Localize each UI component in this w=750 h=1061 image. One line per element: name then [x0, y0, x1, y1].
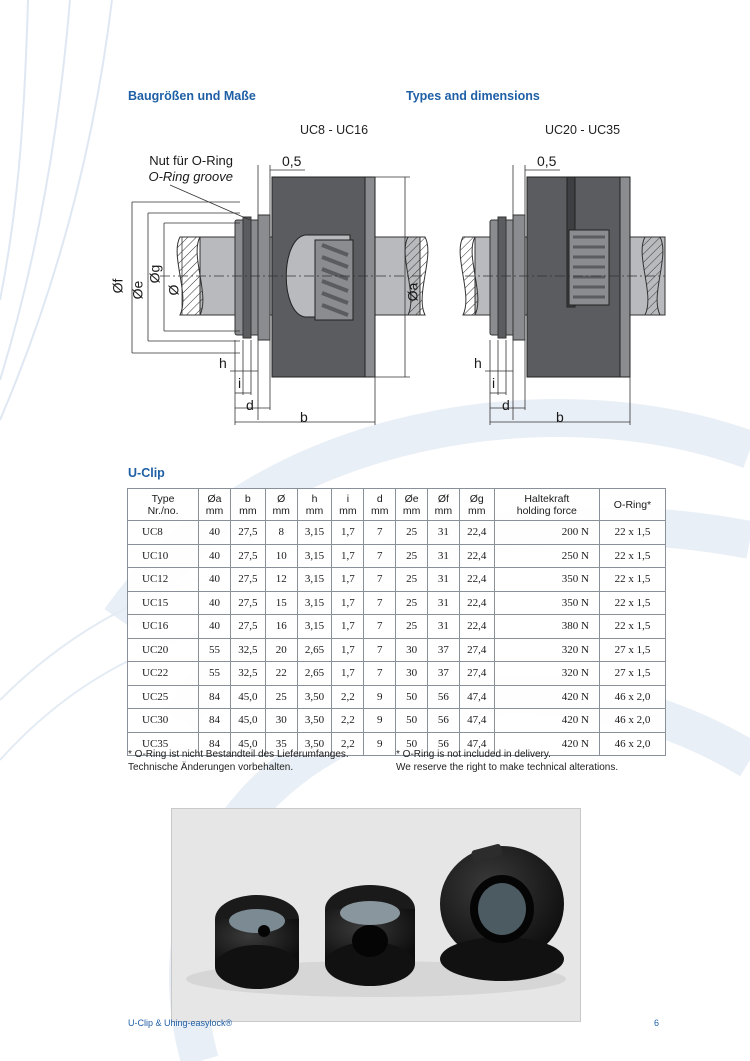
- dim-d-left: d: [246, 397, 254, 413]
- table-cell: 2,65: [297, 662, 332, 686]
- header-line-1: d: [376, 492, 383, 505]
- header-line-2: mm: [205, 504, 224, 517]
- table-cell: 25: [396, 568, 428, 592]
- type-cell: UC8: [128, 521, 199, 545]
- table-cell: 25: [396, 521, 428, 545]
- table-cell: 50: [396, 709, 428, 733]
- table-cell: 46 x 2,0: [599, 732, 665, 756]
- table-cell: 7: [364, 662, 396, 686]
- table-cell: 22,4: [459, 521, 494, 545]
- type-cell: UC15: [128, 591, 199, 615]
- table-cell: 22 x 1,5: [599, 615, 665, 639]
- header-line-2: mm: [434, 504, 453, 517]
- table-cell: 50: [396, 732, 428, 756]
- dim-b-left: b: [300, 409, 308, 425]
- table-cell: 47,4: [459, 732, 494, 756]
- dim-05-right: 0,5: [537, 153, 557, 169]
- table-cell: 420 N: [494, 685, 599, 709]
- table-cell: 2,2: [332, 709, 364, 733]
- table-cell: 46 x 2,0: [599, 685, 665, 709]
- dim-bore-left: Ø: [165, 284, 182, 296]
- header-line-1: Type: [151, 492, 175, 505]
- table-header-cell: [297, 489, 332, 521]
- table-cell: 30: [396, 638, 428, 662]
- variant-label-right: UC20 - UC35: [545, 123, 621, 137]
- type-cell: UC16: [128, 615, 199, 639]
- drawing-uc8-uc16: [110, 145, 430, 435]
- table-header-cell: [265, 489, 297, 521]
- table-cell: 9: [364, 685, 396, 709]
- header-line-1: b: [244, 492, 251, 505]
- table-cell: 200 N: [494, 521, 599, 545]
- header-line-1: Øa: [207, 492, 222, 505]
- dim-a-left: Øa: [404, 282, 421, 302]
- drawing-uc20-uc35: [455, 145, 675, 435]
- table-cell: 40: [199, 615, 231, 639]
- table-cell: 45,0: [230, 685, 265, 709]
- table-row: [128, 544, 666, 568]
- table-cell: 1,7: [332, 544, 364, 568]
- heading-types-de: Baugrößen und Maße: [128, 89, 256, 103]
- table-cell: 3,15: [297, 521, 332, 545]
- groove-label-de: Nut für O-Ring: [149, 153, 233, 168]
- table-cell: 40: [199, 568, 231, 592]
- table-cell: 22,4: [459, 568, 494, 592]
- table-cell: 3,50: [297, 685, 332, 709]
- product-photo-illustration: [172, 809, 580, 1021]
- dim-h-right: h: [474, 355, 482, 371]
- dim-05-left: 0,5: [282, 153, 302, 169]
- table-cell: 27,5: [230, 568, 265, 592]
- table-cell: 25: [396, 544, 428, 568]
- spec-table: [127, 488, 666, 756]
- table-cell: 3,15: [297, 568, 332, 592]
- table-cell: 47,4: [459, 709, 494, 733]
- table-cell: 2,2: [332, 685, 364, 709]
- table-cell: 46 x 2,0: [599, 709, 665, 733]
- table-row: [128, 591, 666, 615]
- table-cell: 25: [396, 615, 428, 639]
- section-heading-u-clip: U-Clip: [128, 466, 165, 480]
- table-cell: 31: [428, 591, 460, 615]
- table-cell: 37: [428, 662, 460, 686]
- header-line-1: O-Ring*: [613, 498, 652, 511]
- table-cell: 16: [265, 615, 297, 639]
- table-cell: 32,5: [230, 638, 265, 662]
- table-cell: 47,4: [459, 685, 494, 709]
- table-cell: 250 N: [494, 544, 599, 568]
- header-line-2: mm: [339, 504, 357, 517]
- table-cell: 320 N: [494, 638, 599, 662]
- header-line-2: mm: [239, 504, 257, 517]
- table-cell: 2,65: [297, 638, 332, 662]
- table-cell: 20: [265, 638, 297, 662]
- table-cell: 1,7: [332, 615, 364, 639]
- table-cell: 22 x 1,5: [599, 521, 665, 545]
- table-cell: 27,4: [459, 662, 494, 686]
- table-header-cell: [199, 489, 231, 521]
- table-row: [128, 638, 666, 662]
- table-cell: 2,2: [332, 732, 364, 756]
- table-cell: 25: [396, 591, 428, 615]
- header-line-1: Ø: [277, 492, 286, 505]
- table-cell: 15: [265, 591, 297, 615]
- note-en-line2: We reserve the right to make technical alterations.: [396, 762, 619, 773]
- table-cell: 22,4: [459, 615, 494, 639]
- table-cell: 22,4: [459, 544, 494, 568]
- variant-label-left: UC8 - UC16: [300, 123, 369, 137]
- dim-d-right: d: [502, 397, 510, 413]
- table-cell: 3,15: [297, 615, 332, 639]
- table-cell: 84: [199, 709, 231, 733]
- table-cell: 56: [428, 709, 460, 733]
- table-cell: 31: [428, 615, 460, 639]
- table-cell: 45,0: [230, 732, 265, 756]
- table-cell: 22 x 1,5: [599, 568, 665, 592]
- table-cell: 1,7: [332, 521, 364, 545]
- header-line-1: i: [346, 492, 350, 505]
- table-cell: 3,50: [297, 709, 332, 733]
- table-cell: 7: [364, 521, 396, 545]
- header-line-1: Øe: [404, 492, 419, 505]
- header-line-2: mm: [402, 504, 421, 517]
- table-cell: 7: [364, 568, 396, 592]
- table-header-cell: [128, 489, 199, 521]
- note-en-line1: * O-Ring is not included in delivery.: [396, 749, 551, 760]
- heading-types-en: Types and dimensions: [406, 89, 540, 103]
- table-cell: 1,7: [332, 568, 364, 592]
- dim-h-left: h: [219, 355, 227, 371]
- table-row: [128, 685, 666, 709]
- table-cell: 22 x 1,5: [599, 544, 665, 568]
- header-line-2: mm: [305, 504, 324, 517]
- header-line-2: mm: [370, 504, 389, 517]
- table-row: [128, 709, 666, 733]
- table-cell: 27 x 1,5: [599, 662, 665, 686]
- type-cell: UC35: [128, 732, 199, 756]
- table-cell: 55: [199, 662, 231, 686]
- table-cell: 380 N: [494, 615, 599, 639]
- table-row: [128, 568, 666, 592]
- table-cell: 27,5: [230, 521, 265, 545]
- table-cell: 320 N: [494, 662, 599, 686]
- dim-e-left: Øe: [129, 280, 146, 300]
- table-cell: 30: [396, 662, 428, 686]
- type-cell: UC25: [128, 685, 199, 709]
- product-photo: [171, 808, 581, 1022]
- note-en: [396, 748, 618, 774]
- table-cell: 22 x 1,5: [599, 591, 665, 615]
- table-cell: 56: [428, 685, 460, 709]
- table-cell: 40: [199, 591, 231, 615]
- dim-i-left: i: [238, 375, 242, 391]
- dim-f-left: Øf: [109, 278, 126, 294]
- table-cell: 3,15: [297, 591, 332, 615]
- table-cell: 1,7: [332, 662, 364, 686]
- table-cell: 55: [199, 638, 231, 662]
- type-cell: UC30: [128, 709, 199, 733]
- table-cell: 420 N: [494, 709, 599, 733]
- table-cell: 40: [199, 521, 231, 545]
- table-header-cell: [494, 489, 599, 521]
- table-row: [128, 662, 666, 686]
- table-cell: 3,15: [297, 544, 332, 568]
- groove-label: [138, 153, 233, 185]
- note-de: [128, 748, 349, 774]
- header-line-2: holding force: [516, 504, 577, 517]
- table-cell: 84: [199, 732, 231, 756]
- type-cell: UC22: [128, 662, 199, 686]
- table-header-cell: [396, 489, 428, 521]
- table-cell: 350 N: [494, 591, 599, 615]
- header-line-1: Øg: [469, 492, 484, 505]
- table-cell: 10: [265, 544, 297, 568]
- table-cell: 27,5: [230, 544, 265, 568]
- table-cell: 37: [428, 638, 460, 662]
- footer-title: U-Clip & Uhing-easylock®: [128, 1018, 233, 1028]
- type-cell: UC12: [128, 568, 199, 592]
- table-header-cell: [428, 489, 460, 521]
- type-cell: UC10: [128, 544, 199, 568]
- page-number: 6: [654, 1018, 660, 1028]
- header-line-1: h: [311, 492, 318, 505]
- table-cell: 7: [364, 615, 396, 639]
- header-line-2: mm: [468, 504, 486, 517]
- note-de-line2: Technische Änderungen vorbehalten.: [128, 762, 294, 773]
- table-header-cell: [459, 489, 494, 521]
- table-cell: 27,5: [230, 615, 265, 639]
- table-cell: 350 N: [494, 568, 599, 592]
- dim-g-left: Øg: [146, 264, 163, 284]
- table-cell: 56: [428, 732, 460, 756]
- table-row: [128, 615, 666, 639]
- table-cell: 30: [265, 709, 297, 733]
- table-header-cell: [364, 489, 396, 521]
- table-cell: 9: [364, 709, 396, 733]
- table-cell: 35: [265, 732, 297, 756]
- table-cell: 22,4: [459, 591, 494, 615]
- table-cell: 40: [199, 544, 231, 568]
- groove-label-en: O-Ring groove: [148, 169, 233, 184]
- table-cell: 7: [364, 591, 396, 615]
- header-line-2: mm: [272, 504, 290, 517]
- table-header-cell: [332, 489, 364, 521]
- table-cell: 27,4: [459, 638, 494, 662]
- note-de-line1: * O-Ring ist nicht Bestandteil des Lieferumfanges.: [128, 749, 349, 760]
- header-line-2: Nr./no.: [147, 504, 179, 517]
- table-cell: 31: [428, 544, 460, 568]
- table-cell: 7: [364, 544, 396, 568]
- table-cell: 1,7: [332, 638, 364, 662]
- table-cell: 3,50: [297, 732, 332, 756]
- dim-i-right: i: [492, 375, 496, 391]
- table-cell: 32,5: [230, 662, 265, 686]
- table-cell: 7: [364, 638, 396, 662]
- table-cell: 9: [364, 732, 396, 756]
- table-body: [128, 521, 666, 756]
- header-line-1: Øf: [437, 492, 449, 505]
- table-cell: 27,5: [230, 591, 265, 615]
- table-cell: 31: [428, 521, 460, 545]
- type-cell: UC20: [128, 638, 199, 662]
- table-cell: 8: [265, 521, 297, 545]
- header-line-1: Haltekraft: [524, 492, 570, 505]
- table-header-cell: [230, 489, 265, 521]
- table-cell: 420 N: [494, 732, 599, 756]
- table-cell: 25: [265, 685, 297, 709]
- table-header-row: [128, 489, 666, 521]
- table-cell: 31: [428, 568, 460, 592]
- table-header-cell: [599, 489, 665, 521]
- table-cell: 50: [396, 685, 428, 709]
- table-cell: 22: [265, 662, 297, 686]
- table-cell: 1,7: [332, 591, 364, 615]
- table-cell: 12: [265, 568, 297, 592]
- table-cell: 84: [199, 685, 231, 709]
- dim-b-right: b: [556, 409, 564, 425]
- table-cell: 45,0: [230, 709, 265, 733]
- table-row: [128, 521, 666, 545]
- table-cell: 27 x 1,5: [599, 638, 665, 662]
